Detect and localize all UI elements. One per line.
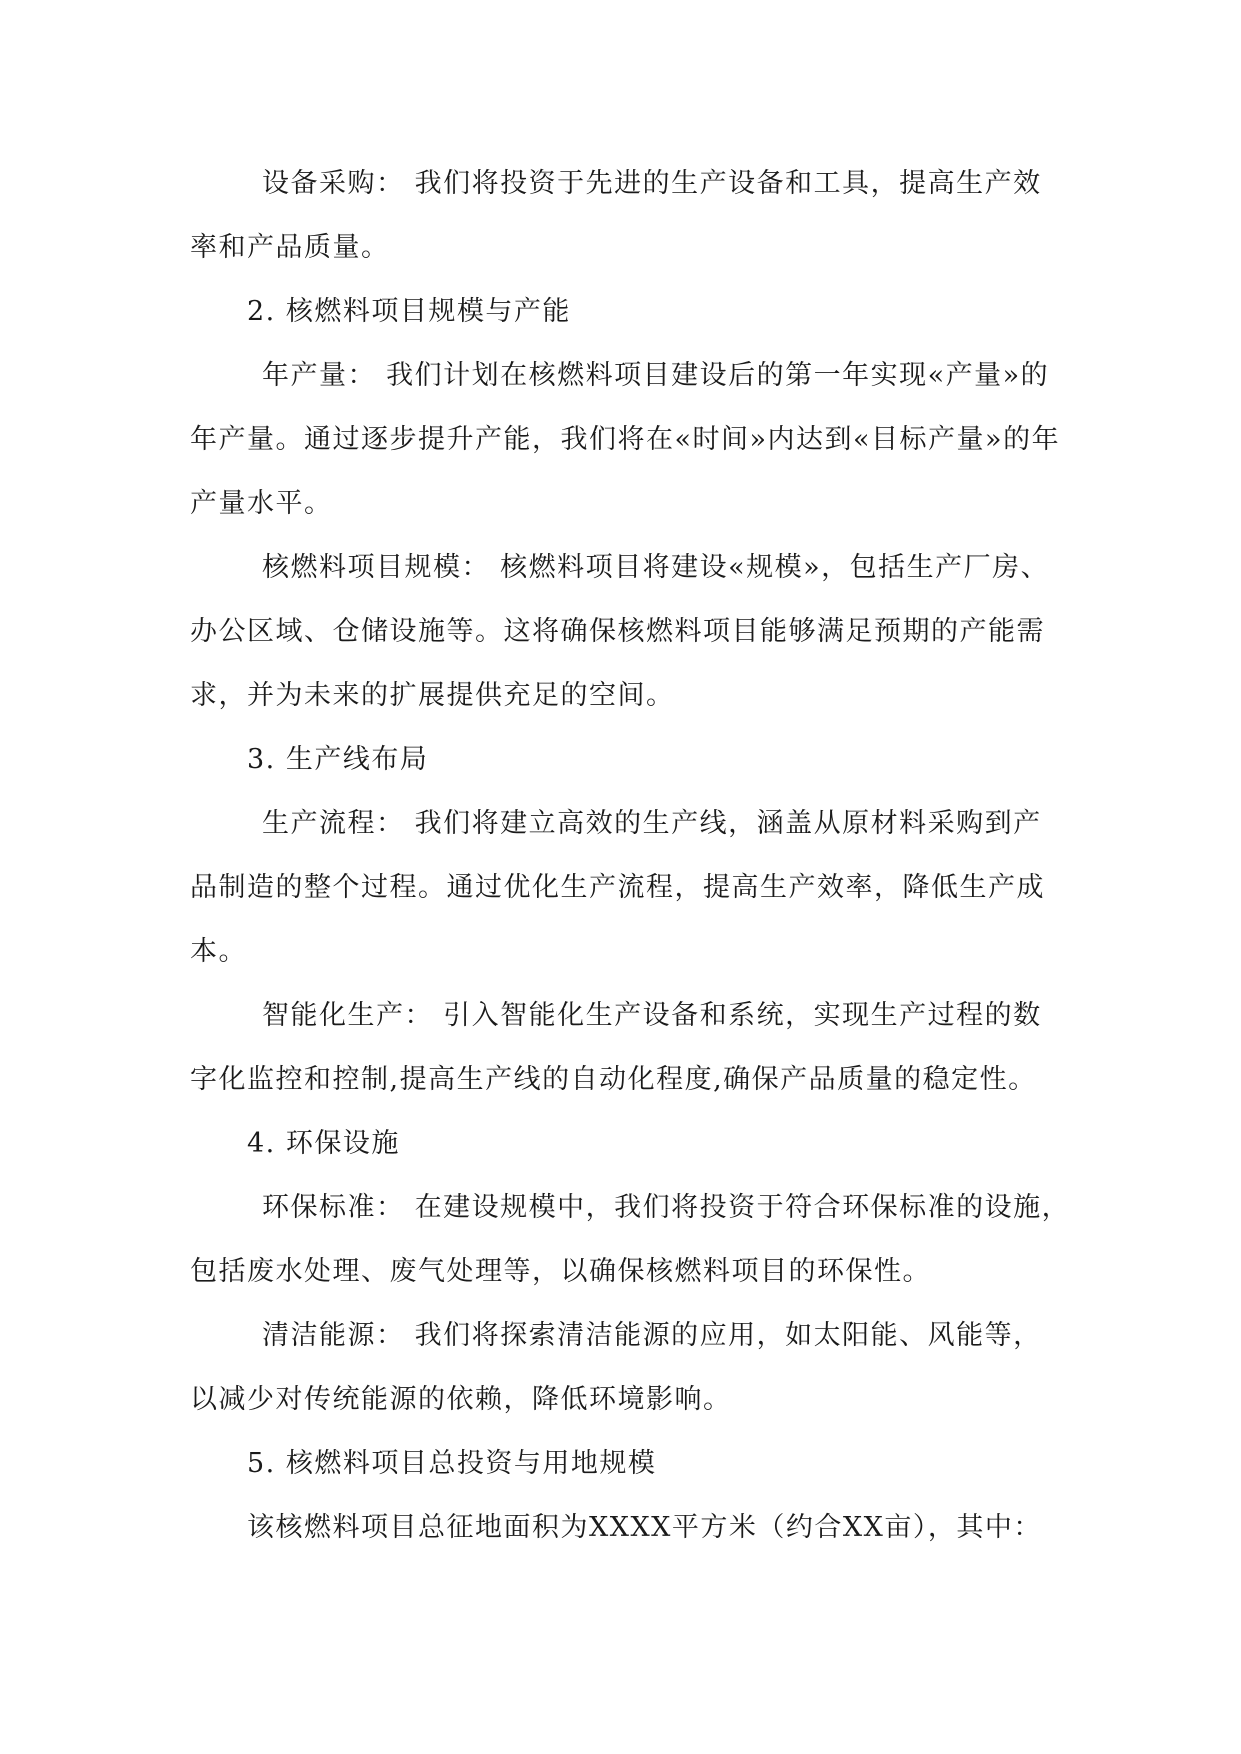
paragraph-project-scale-line-1: 核燃料项目规模： 核燃料项目将建设«规模»，包括生产厂房、	[262, 552, 1050, 583]
section-heading-4: 4. 环保设施	[247, 1128, 400, 1159]
paragraph-smart-production-line-1: 智能化生产： 引入智能化生产设备和系统，实现生产过程的数	[262, 1000, 1042, 1031]
paragraph-production-process-line-1: 生产流程： 我们将建立高效的生产线，涵盖从原材料采购到产	[262, 808, 1042, 839]
paragraph-annual-output-line-1: 年产量： 我们计划在核燃料项目建设后的第一年实现«产量»的	[262, 360, 1050, 391]
paragraph-production-process-line-2: 品制造的整个过程。通过优化生产流程，提高生产效率，降低生产成	[190, 872, 1045, 903]
section-heading-3: 3. 生产线布局	[247, 744, 429, 775]
paragraph-annual-output-line-2: 年产量。通过逐步提升产能，我们将在«时间»内达到«目标产量»的年	[190, 424, 1061, 455]
paragraph-equipment-procurement-line-2: 率和产品质量。	[190, 232, 390, 263]
paragraph-annual-output-line-3: 产量水平。	[190, 488, 333, 519]
paragraph-env-standards-line-2: 包括废水处理、废气处理等，以确保核燃料项目的环保性。	[190, 1256, 931, 1287]
paragraph-production-process-line-3: 本。	[190, 936, 247, 967]
paragraph-equipment-procurement-line-1: 设备采购： 我们将投资于先进的生产设备和工具，提高生产效	[262, 168, 1042, 199]
paragraph-land-area-line-1: 该核燃料项目总征地面积为XXXX平方米（约合XX亩），其中：	[247, 1512, 1042, 1543]
paragraph-clean-energy-line-2: 以减少对传统能源的依赖，降低环境影响。	[190, 1384, 732, 1415]
section-heading-5: 5. 核燃料项目总投资与用地规模	[247, 1448, 657, 1479]
paragraph-clean-energy-line-1: 清洁能源： 我们将探索清洁能源的应用，如太阳能、风能等，	[262, 1320, 1042, 1351]
paragraph-project-scale-line-2: 办公区域、仓储设施等。这将确保核燃料项目能够满足预期的产能需	[190, 616, 1045, 647]
paragraph-env-standards-line-1: 环保标准： 在建设规模中，我们将投资于符合环保标准的设施，	[262, 1192, 1071, 1223]
section-heading-2: 2. 核燃料项目规模与产能	[247, 296, 571, 327]
paragraph-smart-production-line-2: 字化监控和控制,提高生产线的自动化程度,确保产品质量的稳定性。	[190, 1064, 1037, 1095]
paragraph-project-scale-line-3: 求，并为未来的扩展提供充足的空间。	[190, 680, 675, 711]
